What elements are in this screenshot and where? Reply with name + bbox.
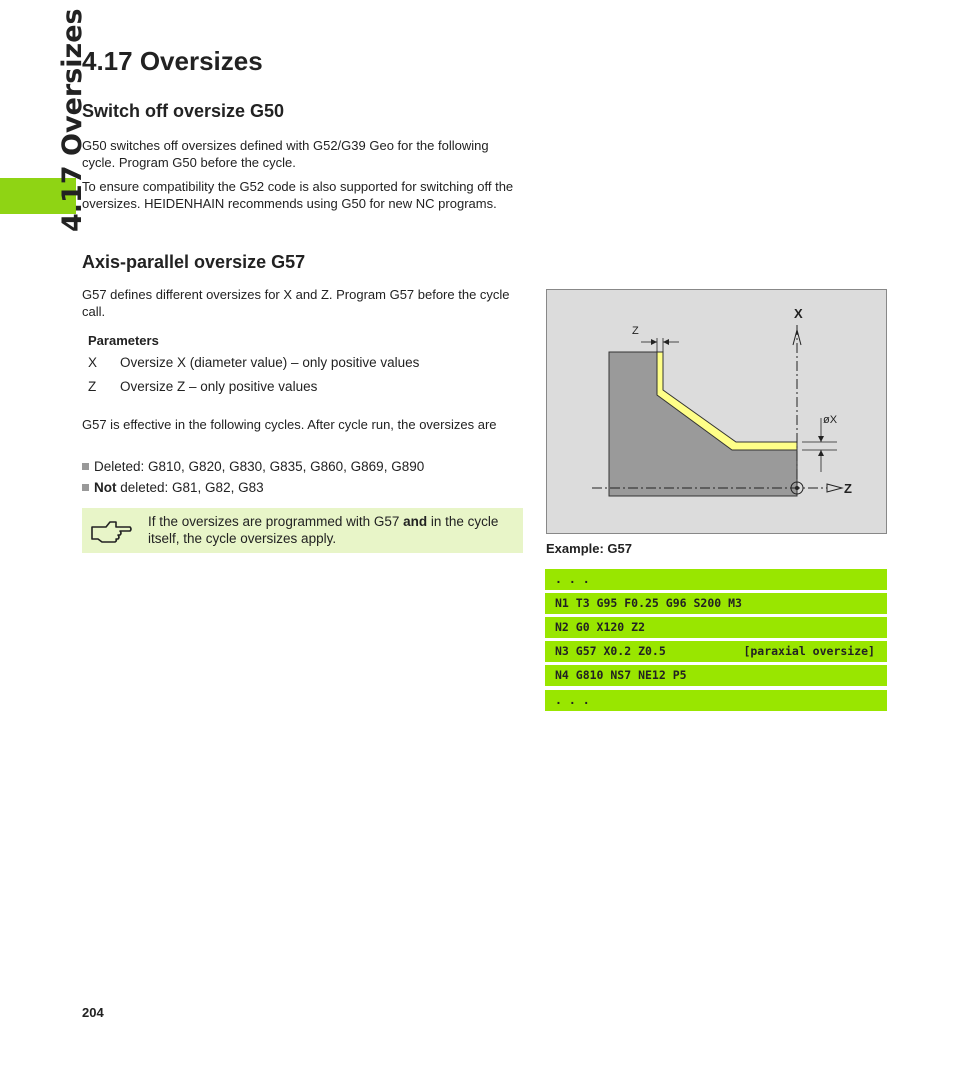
code-text: . . . (555, 693, 590, 707)
code-text: N3 G57 X0.2 Z0.5 (555, 644, 666, 658)
bullet-text: deleted: G81, G82, G83 (116, 480, 264, 495)
code-text: N4 G810 NS7 NE12 P5 (555, 668, 687, 682)
parameter-key: X (88, 355, 98, 370)
parameter-desc: Oversize Z – only positive values (120, 379, 318, 394)
code-line (545, 569, 887, 590)
heading-g57: Axis-parallel oversize G57 (82, 252, 306, 272)
bullet-deleted (82, 459, 424, 474)
code-text: N1 T3 G95 F0.25 G96 S200 M3 (555, 596, 742, 610)
chapter-side-tab (0, 0, 88, 1091)
g57-diagram (547, 290, 886, 533)
parameter-desc: Oversize X (diameter value) – only positive values (120, 355, 420, 370)
bullet-not-deleted (82, 480, 264, 495)
parameter-key: Z (88, 379, 97, 394)
code-line (545, 593, 887, 614)
page-number: 204 (82, 1005, 104, 1020)
g57-paragraph-2: G57 is effective in the following cycles. After cycle run, the oversizes are (82, 417, 497, 432)
g50-paragraph-2: To ensure compatibility the G52 code is also supported for switching off the oversizes. HEIDENHAIN recommends using G50 for new NC programs. (82, 179, 514, 211)
page-title: 4.17 Oversizes (82, 46, 263, 76)
note-box (82, 508, 523, 553)
g50-paragraph-1: G50 switches off oversizes defined with G52/G39 Geo for the following cycle. Program G50 before the cycle. (82, 138, 489, 170)
chapter-tab-label: 4.17 Oversizes (57, 8, 88, 232)
code-line (545, 690, 887, 711)
code-line (545, 665, 887, 686)
bullet-square-icon (82, 484, 89, 491)
bullet-text: Deleted: G810, G820, G830, G835, G860, G869, G890 (94, 459, 425, 474)
bullet-bold-text: Not (94, 480, 117, 495)
note-text (148, 514, 508, 547)
g57-paragraph-1: G57 defines different oversizes for X and Z. Program G57 before the cycle call. (82, 287, 510, 319)
g57-figure (546, 289, 887, 534)
note-text-bold: and (403, 514, 428, 529)
note-text-part: in the cycle itself, the cycle oversizes apply. (148, 514, 499, 546)
code-text: . . . (555, 572, 590, 586)
code-comment: [paraxial oversize] (743, 644, 875, 658)
code-line (545, 617, 887, 638)
code-line (545, 641, 887, 662)
pointing-hand-icon (90, 518, 134, 549)
axis-label-x: X (794, 306, 803, 321)
code-text: N2 G0 X120 Z2 (555, 620, 646, 634)
figure-caption: Example: G57 (546, 541, 632, 556)
axis-label-z: Z (844, 481, 852, 496)
dimension-label-dx: øX (823, 414, 838, 426)
parameters-title: Parameters (88, 333, 159, 348)
dimension-label-z: Z (632, 325, 639, 337)
heading-g50: Switch off oversize G50 (82, 101, 285, 121)
bullet-square-icon (82, 463, 89, 470)
note-text-part: If the oversizes are programmed with G57 (148, 514, 404, 529)
